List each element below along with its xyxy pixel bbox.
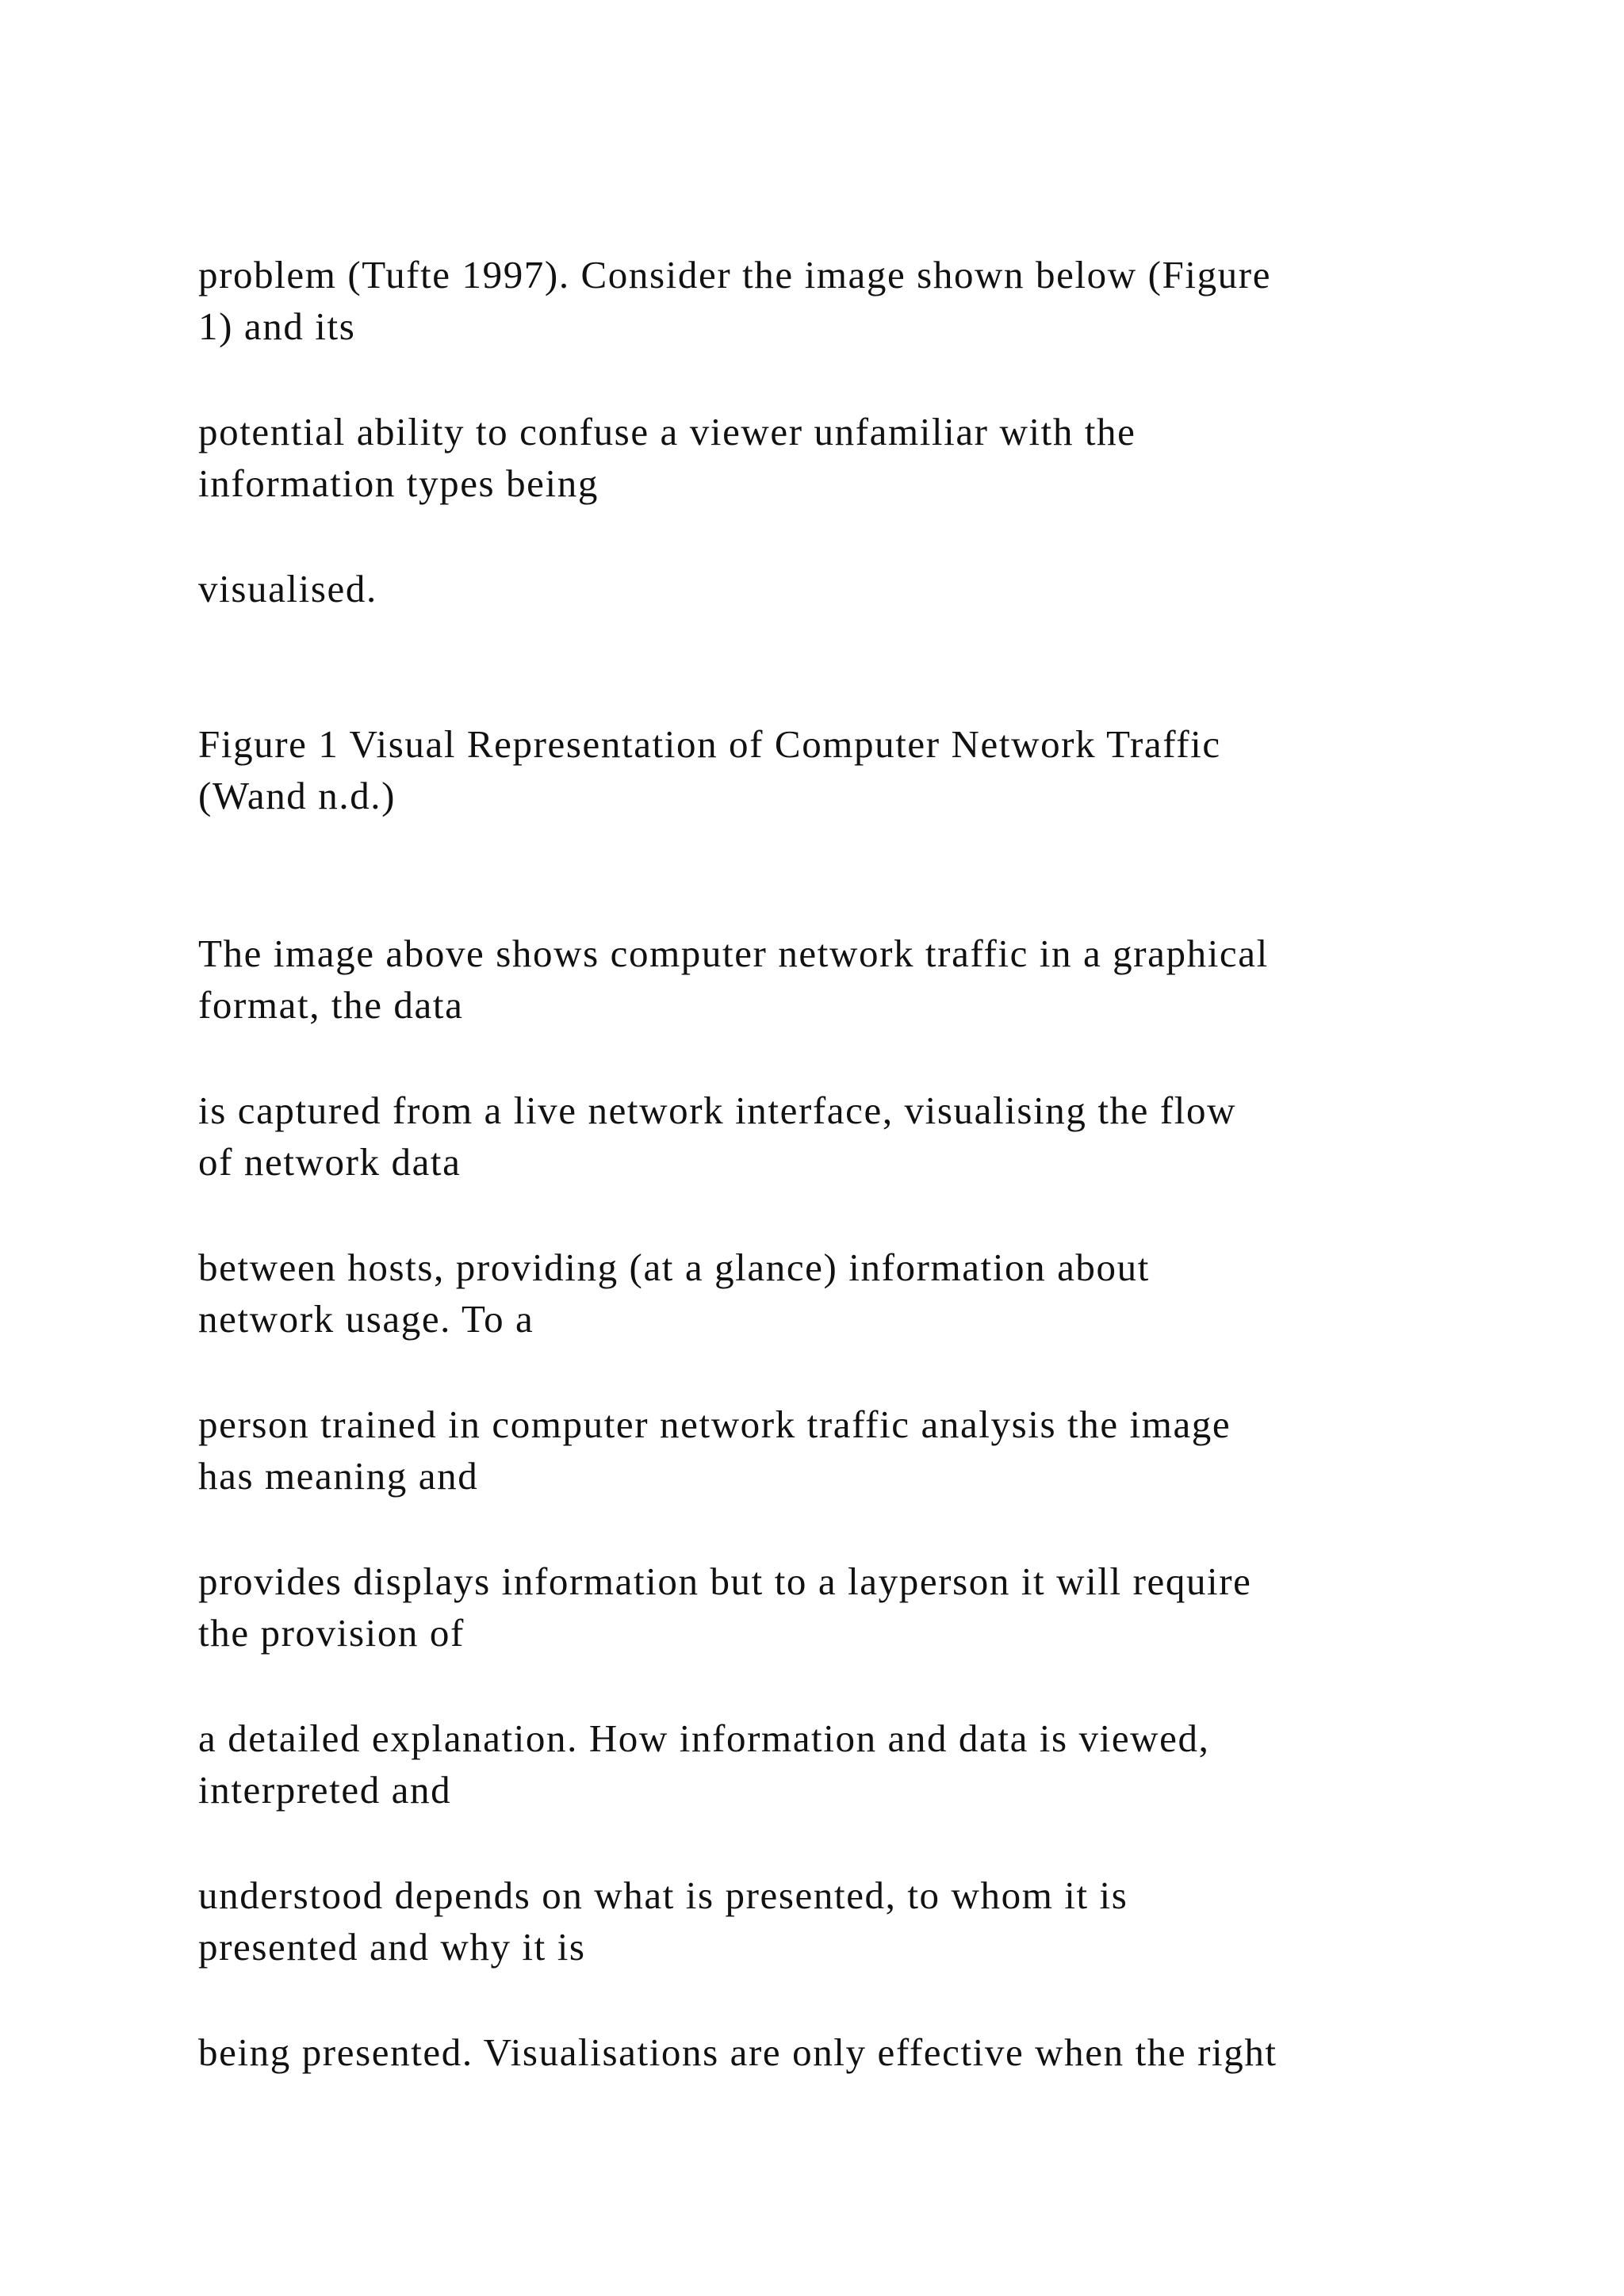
paragraph-problem-tufte xyxy=(198,249,1467,352)
text-line: 1) and its xyxy=(198,304,356,348)
text-line: information types being xyxy=(198,461,599,505)
paragraph-detailed-explanation xyxy=(198,1712,1467,1816)
text-line: understood depends on what is presented, to whom it is xyxy=(198,1873,1128,1917)
paragraph-being-presented xyxy=(198,2026,1467,2078)
text-line: presented and why it is xyxy=(198,1925,586,1969)
paragraph-provides-displays xyxy=(198,1556,1467,1659)
paragraph-understood-depends xyxy=(198,1869,1467,1973)
paragraph-potential-ability xyxy=(198,406,1467,509)
text-line: between hosts, providing (at a glance) information about xyxy=(198,1246,1150,1289)
text-line: interpreted and xyxy=(198,1768,452,1812)
paragraph-between-hosts xyxy=(198,1242,1467,1345)
paragraph-image-above xyxy=(198,928,1467,1031)
text-line: being presented. Visualisations are only effective when the right xyxy=(198,2030,1277,2074)
text-line: format, the data xyxy=(198,983,464,1027)
text-line: problem (Tufte 1997). Consider the image shown below (Figure xyxy=(198,253,1272,297)
paragraph-live-network xyxy=(198,1085,1467,1188)
text-line: provides displays information but to a layperson it will require xyxy=(198,1559,1252,1603)
text-line: of network data xyxy=(198,1140,462,1184)
text-line: The image above shows computer network traffic in a graphical xyxy=(198,932,1269,975)
text-line: person trained in computer network traffic analysis the image xyxy=(198,1402,1231,1446)
paragraph-person-trained xyxy=(198,1399,1467,1502)
text-line: potential ability to confuse a viewer unfamiliar with the xyxy=(198,410,1136,453)
paragraph-visualised xyxy=(198,563,1467,614)
text-line: has meaning and xyxy=(198,1454,479,1498)
text-line: Figure 1 Visual Representation of Computer Network Traffic xyxy=(198,722,1221,766)
text-line: (Wand n.d.) xyxy=(198,774,396,817)
figure-caption xyxy=(198,718,1467,821)
text-line: network usage. To a xyxy=(198,1297,534,1341)
text-line: is captured from a live network interface, visualising the flow xyxy=(198,1089,1237,1132)
text-line: a detailed explanation. How information and data is viewed, xyxy=(198,1716,1210,1760)
text-line: the provision of xyxy=(198,1611,465,1655)
text-line: visualised. xyxy=(198,567,377,610)
